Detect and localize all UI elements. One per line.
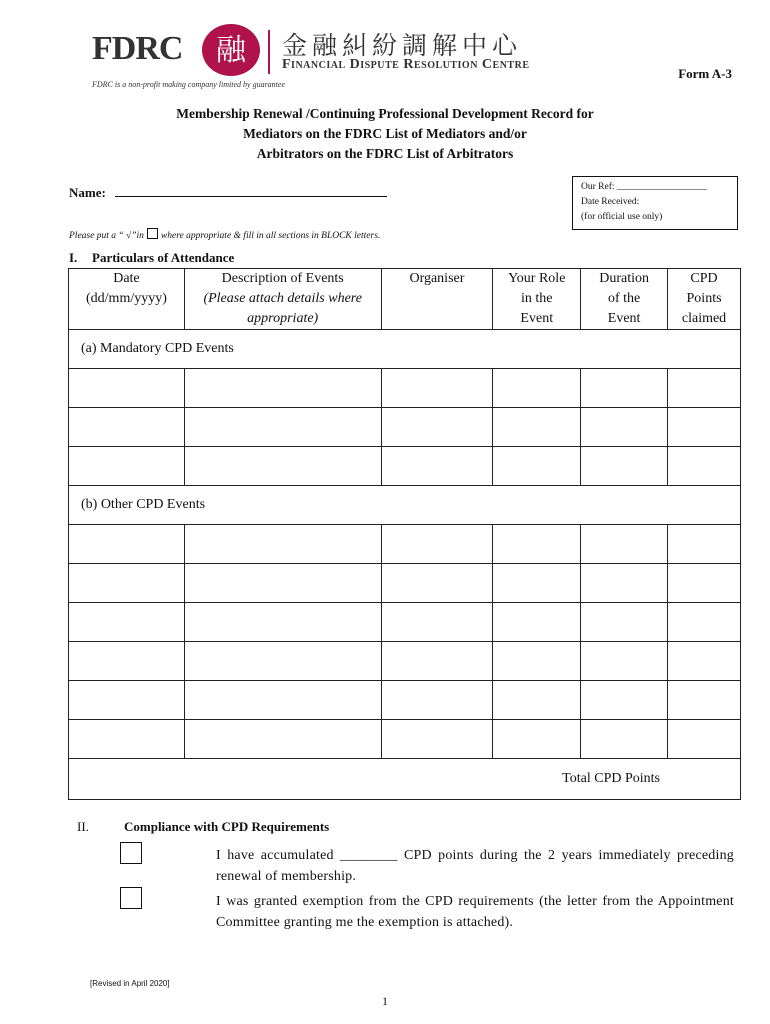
- accumulated-points-checkbox[interactable]: [120, 842, 142, 864]
- revised-date: [Revised in April 2020]: [90, 979, 170, 988]
- table-row: [69, 564, 741, 603]
- section-2-number: II.: [77, 819, 89, 834]
- org-tagline: FDRC is a non-profit making company limited by guarantee: [92, 80, 286, 89]
- table-row: [69, 720, 741, 759]
- header-organiser: Organiser: [381, 269, 493, 330]
- header-description: Description of Events (Please attach details where appropriate): [184, 269, 381, 330]
- chinese-org-name: 金融糾紛調解中心: [282, 31, 523, 60]
- header-cpd-points: CPD Points claimed: [668, 269, 741, 330]
- header-duration: Duration of the Event: [581, 269, 668, 330]
- table-row: [69, 681, 741, 720]
- total-cpd-points-label: Total CPD Points: [69, 759, 741, 800]
- section-2-heading: [77, 819, 329, 835]
- header-date: Date (dd/mm/yyyy): [69, 269, 185, 330]
- title-line-3: Arbitrators on the FDRC List of Arbitrators: [256, 146, 514, 161]
- name-label: Name: [69, 185, 102, 200]
- form-number: Form A-3: [678, 66, 732, 81]
- date-received: Date Received:: [581, 197, 640, 207]
- other-category-label: (b) Other CPD Events: [69, 486, 741, 525]
- english-org-name: Financial Dispute Resolution Centre: [282, 57, 530, 72]
- exemption-checkbox[interactable]: [120, 887, 142, 909]
- table-row: [69, 447, 741, 486]
- table-row: [69, 408, 741, 447]
- table-row: [69, 642, 741, 681]
- title-line-1: Membership Renewal /Continuing Professional Development Record for: [176, 106, 594, 121]
- section-1-heading: [69, 250, 234, 266]
- total-row: [69, 759, 741, 800]
- official-note: (for official use only): [581, 212, 663, 222]
- cpd-table: [68, 268, 741, 800]
- instruction-after: where appropriate & fill in all sections in BLOCK letters.: [160, 231, 381, 241]
- form-title: [0, 104, 770, 164]
- accumulated-points-option-text: I have accumulated ________ CPD points during the 2 years immediately preceding renewal of membership.: [216, 848, 734, 884]
- page-number: 1: [382, 994, 388, 1008]
- table-row: [69, 525, 741, 564]
- name-row: Name:: [69, 184, 387, 201]
- title-line-2: Mediators on the FDRC List of Mediators and/or: [243, 126, 527, 141]
- seal-character: 融: [216, 33, 246, 68]
- official-use-box: [572, 176, 738, 230]
- our-ref: Our Ref: ___________________: [581, 182, 708, 192]
- mandatory-category-row: [69, 330, 741, 369]
- instruction-text: [69, 228, 380, 241]
- name-field[interactable]: [115, 184, 387, 197]
- header-divider: [268, 30, 270, 74]
- other-category-row: [69, 486, 741, 525]
- header-role: Your Role in the Event: [493, 269, 581, 330]
- section-1-title: Particulars of Attendance: [92, 250, 235, 265]
- checkbox-sample-icon: [147, 228, 158, 239]
- section-1-number: I.: [69, 250, 78, 265]
- fdrc-seal-logo-icon: [200, 22, 262, 78]
- mandatory-category-label: (a) Mandatory CPD Events: [69, 330, 741, 369]
- section-2-title: Compliance with CPD Requirements: [124, 819, 330, 834]
- exemption-option-text: I was granted exemption from the CPD requirements (the letter from the Appointment Committee granting me the exemption is attached).: [216, 894, 734, 930]
- table-row: [69, 603, 741, 642]
- table-row: [69, 369, 741, 408]
- fdrc-logo-text: FDRC: [92, 30, 183, 67]
- table-header-row: [69, 269, 741, 330]
- instruction-before: Please put a “ √”in: [69, 231, 144, 241]
